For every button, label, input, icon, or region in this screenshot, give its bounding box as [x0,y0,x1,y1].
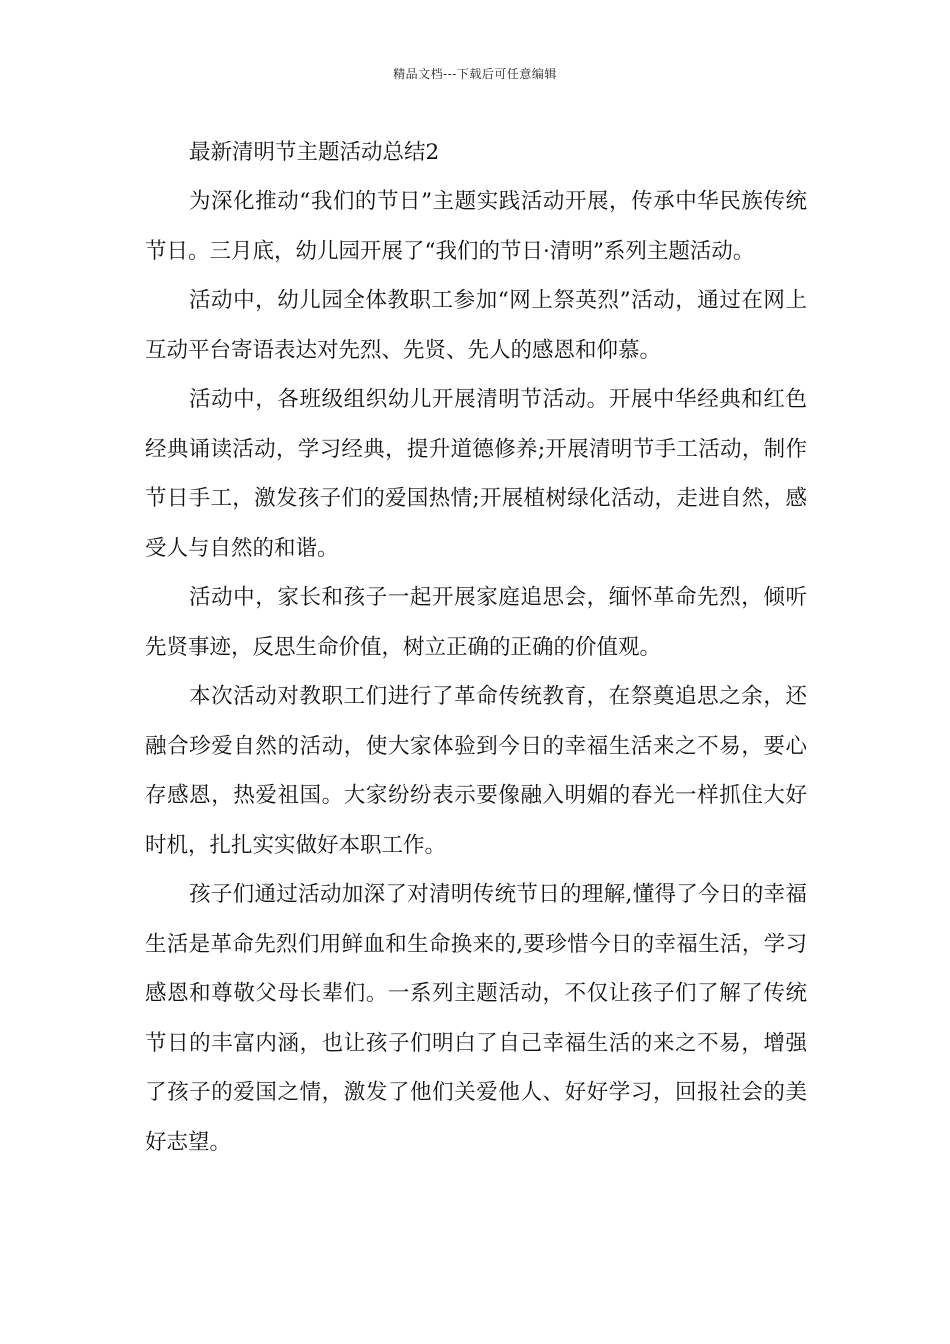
paragraph-2: 活动中，幼儿园全体教职工参加“网上祭英烈”活动，通过在网上互动平台寄语表达对先烈、先贤、先人的感恩和仰慕。 [145,288,807,363]
paragraph-3: 活动中，各班级组织幼儿开展清明节活动。开展中华经典和红色经典诵读活动，学习经典，提升道德修养;开展清明节手工活动，制作节日手工，激发孩子们的爱国热情;开展植树绿化活动，走进自然，感受人与自然的和谐。 [145,387,807,561]
document-title: 最新清明节主题活动总结2 [189,140,440,165]
paragraph-6: 孩子们通过活动加深了对清明传统节日的理解,懂得了今日的幸福生活是革命先烈们用鲜血和生命换来的,要珍惜今日的幸福生活，学习感恩和尊敬父母长辈们。一系列主题活动，不仅让孩子们了解了传统节日的丰富内涵，也让孩子们明白了自己幸福生活的来之不易，增强了孩子的爱国之情，激发了他们关爱他人、好好学习，回报社会的美好志望。 [145,882,807,1155]
paragraph-1: 为深化推动“我们的节日”主题实践活动开展，传承中华民族传统节日。三月底，幼儿园开展了“我们的节日·清明”系列主题活动。 [145,189,807,264]
document-body [145,128,807,1167]
paragraph-5: 本次活动对教职工们进行了革命传统教育，在祭奠追思之余，还融合珍爱自然的活动，使大家体验到今日的幸福生活来之不易，要心存感恩，热爱祖国。大家纷纷表示要像融入明媚的春光一样抓住大好时机，扎扎实实做好本职工作。 [145,684,807,858]
paragraph-4: 活动中，家长和孩子一起开展家庭追思会，缅怀革命先烈，倾听先贤事迹，反思生命价值，树立正确的正确的价值观。 [145,585,807,660]
header-note: 精品文档---下载后可任意编辑 [393,67,557,81]
